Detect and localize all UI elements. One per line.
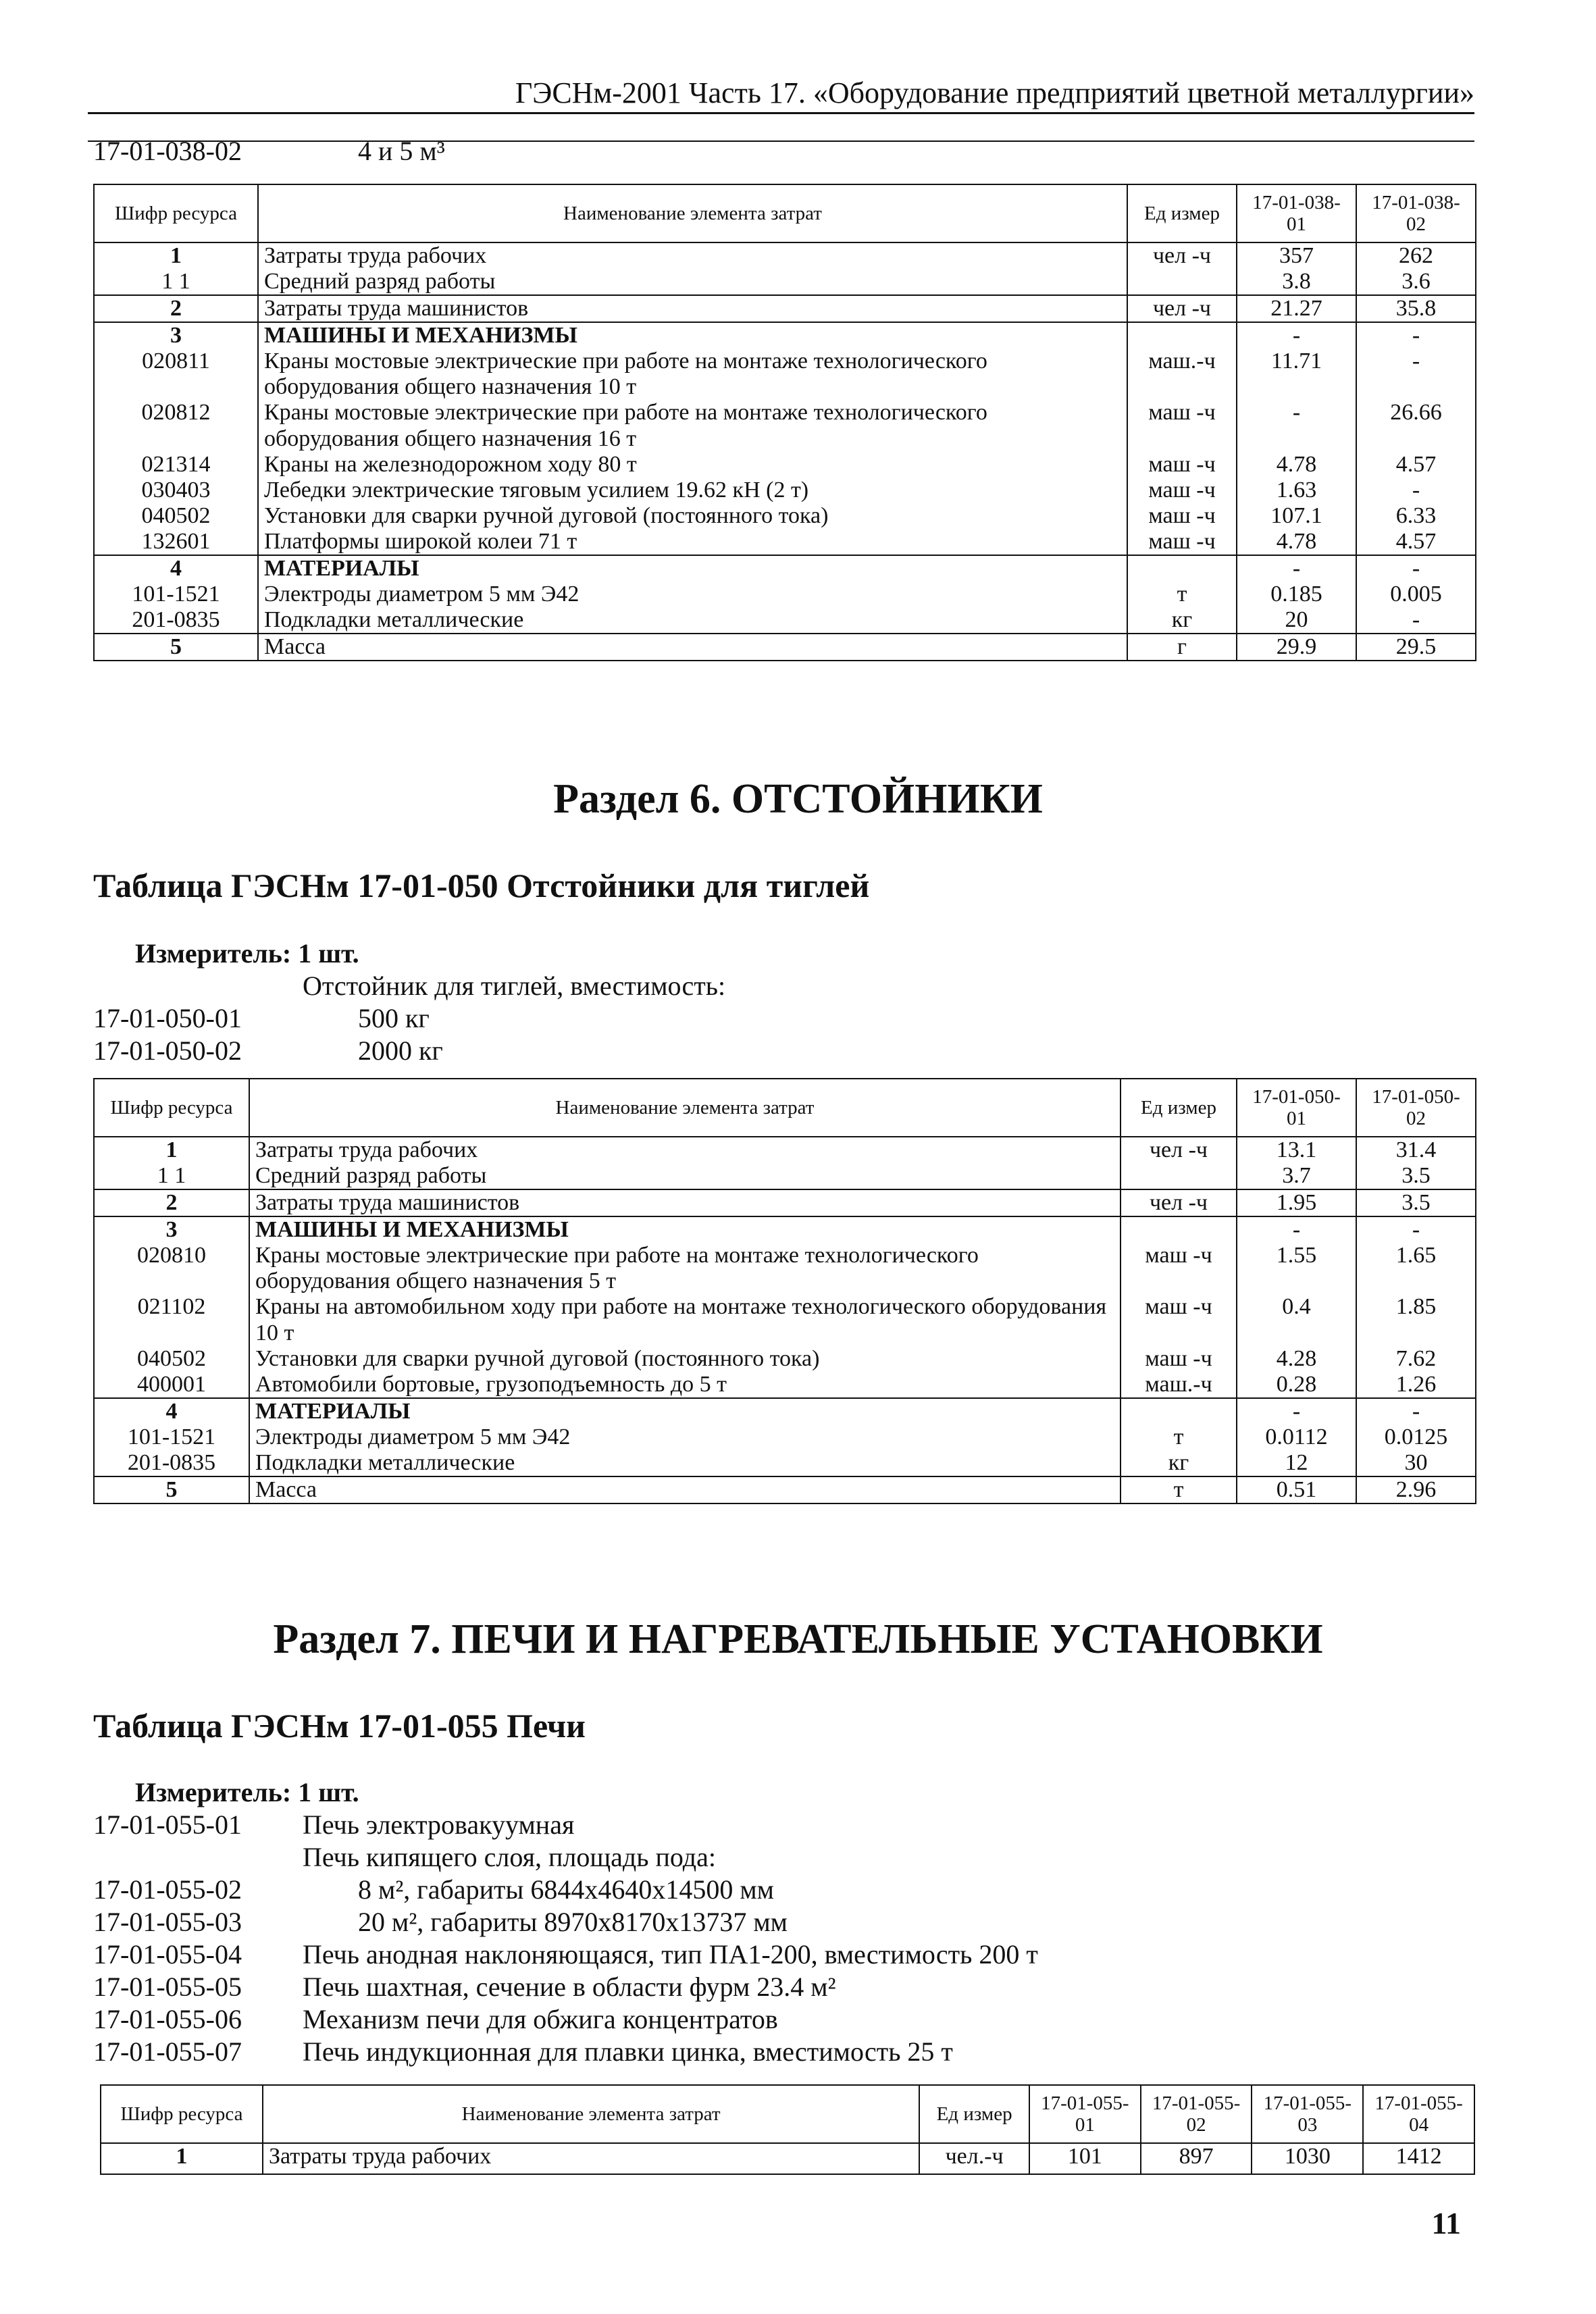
column-header-code: 17-01-055-03 — [1252, 2085, 1363, 2143]
unit-cell — [1127, 322, 1237, 349]
table-body — [94, 242, 1476, 661]
value-cell: 30 — [1356, 1450, 1476, 1476]
cost-element-name: Краны мостовые электрические при работе на монтаже технологического оборудования общего назначения 16 т — [258, 400, 1127, 451]
unit-cell — [1127, 269, 1237, 295]
variant-code: 17-01-038-02 — [93, 136, 242, 166]
table-row — [94, 503, 1476, 529]
variant-text: 8 м², габариты 6844х4640х14500 мм — [358, 1874, 774, 1905]
value-cell: - — [1356, 555, 1476, 582]
resource-code: 1 1 — [94, 1163, 249, 1189]
value-cell: - — [1237, 1216, 1356, 1243]
resource-code: 400001 — [94, 1372, 249, 1398]
meter-label: Измеритель: — [135, 1777, 292, 1807]
table-row — [94, 1243, 1476, 1294]
resource-code: 5 — [94, 1476, 249, 1503]
value-cell: 13.1 — [1237, 1137, 1356, 1163]
cost-element-name: МАШИНЫ И МЕХАНИЗМЫ — [258, 322, 1127, 349]
variant-text: 20 м², габариты 8970х8170х13737 мм — [358, 1907, 788, 1937]
value-cell: - — [1356, 478, 1476, 503]
cost-element-name: Электроды диаметром 5 мм Э42 — [258, 582, 1127, 607]
unit-cell: чел -ч — [1127, 295, 1237, 322]
cost-element-name: Масса — [258, 634, 1127, 661]
unit-cell: чел -ч — [1121, 1189, 1237, 1216]
column-header-resource: Шифр ресурса — [94, 184, 258, 242]
value-cell: 0.0125 — [1356, 1424, 1476, 1450]
table-row — [94, 1294, 1476, 1345]
cost-element-name: Затраты труда рабочих — [258, 242, 1127, 269]
table-row — [94, 1476, 1476, 1503]
cost-element-name: Подкладки металлические — [249, 1450, 1121, 1476]
value-cell: - — [1356, 322, 1476, 349]
value-cell: 1.65 — [1356, 1243, 1476, 1294]
cost-element-name: Затраты труда рабочих — [263, 2143, 919, 2174]
value-cell: 1030 — [1252, 2143, 1363, 2174]
unit-cell: г — [1127, 634, 1237, 661]
resource-code: 132601 — [94, 529, 258, 555]
value-cell: 1.85 — [1356, 1294, 1476, 1345]
resource-code: 021314 — [94, 452, 258, 478]
variant-code: 17-01-050-01 — [93, 1003, 242, 1033]
unit-cell: чел.-ч — [919, 2143, 1029, 2174]
unit-cell: маш -ч — [1121, 1243, 1237, 1294]
value-cell: 4.57 — [1356, 452, 1476, 478]
unit-cell: чел -ч — [1127, 242, 1237, 269]
variant-code: 17-01-055-07 — [93, 2036, 242, 2067]
unit-cell: кг — [1121, 1450, 1237, 1476]
cost-element-name: Электроды диаметром 5 мм Э42 — [249, 1424, 1121, 1450]
column-header-unit: Ед измер — [1121, 1079, 1237, 1137]
cost-element-name: Подкладки металлические — [258, 607, 1127, 634]
column-header-name: Наименование элемента затрат — [258, 184, 1127, 242]
unit-cell — [1121, 1398, 1237, 1424]
cost-element-name: Краны мостовые электрические при работе на монтаже технологического оборудования общего назначения 5 т — [249, 1243, 1121, 1294]
value-cell: 1412 — [1363, 2143, 1474, 2174]
resource-code: 5 — [94, 634, 258, 661]
meter-label: Измеритель: — [135, 938, 292, 969]
resource-code: 021102 — [94, 1294, 249, 1345]
value-cell: 12 — [1237, 1450, 1356, 1476]
cost-element-name: Краны на железнодорожном ходу 80 т — [258, 452, 1127, 478]
cost-element-name: Лебедки электрические тяговым усилием 19.62 кН (2 т) — [258, 478, 1127, 503]
resource-table-055 — [100, 2084, 1475, 2175]
value-cell: 29.9 — [1237, 634, 1356, 661]
value-cell: 21.27 — [1237, 295, 1356, 322]
cost-element-name: Платформы широкой колеи 71 т — [258, 529, 1127, 555]
table-title-050: Таблица ГЭСНм 17-01-050 Отстойники для тиглей — [93, 867, 870, 904]
value-cell: 3.5 — [1356, 1189, 1476, 1216]
value-cell: 6.33 — [1356, 503, 1476, 529]
value-cell: 1.95 — [1237, 1189, 1356, 1216]
resource-code: 2 — [94, 295, 258, 322]
value-cell: - — [1237, 555, 1356, 582]
resource-code: 040502 — [94, 1346, 249, 1372]
table-row — [94, 269, 1476, 295]
value-cell: - — [1237, 322, 1356, 349]
table-row — [94, 1424, 1476, 1450]
value-cell: 4.57 — [1356, 529, 1476, 555]
unit-cell: маш -ч — [1121, 1294, 1237, 1345]
unit-cell: маш -ч — [1121, 1346, 1237, 1372]
running-header: ГЭСНм-2001 Часть 17. «Оборудование предприятий цветной металлургии» — [515, 76, 1474, 109]
meter-value: 1 шт. — [298, 1777, 359, 1807]
variant-code: 17-01-055-06 — [93, 2004, 242, 2034]
column-header-code: 17-01-055-01 — [1029, 2085, 1141, 2143]
variant-text: Механизм печи для обжига концентратов — [303, 2004, 778, 2034]
value-cell: - — [1356, 1398, 1476, 1424]
table-row — [94, 242, 1476, 269]
table-row — [94, 1216, 1476, 1243]
unit-cell: маш -ч — [1127, 503, 1237, 529]
cost-element-name: Краны мостовые электрические при работе на монтаже технологического оборудования общего назначения 10 т — [258, 349, 1127, 400]
variant-code: 17-01-055-01 — [93, 1809, 242, 1840]
resource-code: 201-0835 — [94, 1450, 249, 1476]
value-cell: 20 — [1237, 607, 1356, 634]
unit-cell: маш -ч — [1127, 400, 1237, 451]
column-header-code: 17-01-055-04 — [1363, 2085, 1474, 2143]
unit-cell: т — [1121, 1424, 1237, 1450]
resource-code: 101-1521 — [94, 1424, 249, 1450]
column-header-resource: Шифр ресурса — [94, 1079, 249, 1137]
variant-text: 2000 кг — [358, 1035, 443, 1066]
table-row — [101, 2143, 1474, 2174]
resource-code: 101-1521 — [94, 582, 258, 607]
unit-cell: маш -ч — [1127, 529, 1237, 555]
meter-value: 1 шт. — [298, 938, 359, 969]
cost-element-name: Краны на автомобильном ходу при работе на монтаже технологического оборудования 10 т — [249, 1294, 1121, 1345]
resource-code: 020812 — [94, 400, 258, 451]
variant-text: 4 и 5 м³ — [358, 136, 445, 166]
cost-element-name: Затраты труда рабочих — [249, 1137, 1121, 1163]
variant-text: 500 кг — [358, 1003, 430, 1033]
table-row — [94, 349, 1476, 400]
value-cell: 35.8 — [1356, 295, 1476, 322]
value-cell: 0.005 — [1356, 582, 1476, 607]
table-row — [94, 1372, 1476, 1398]
cost-element-name: Установки для сварки ручной дуговой (постоянного тока) — [249, 1346, 1121, 1372]
value-cell: 4.28 — [1237, 1346, 1356, 1372]
value-cell: - — [1356, 349, 1476, 400]
resource-code: 020811 — [94, 349, 258, 400]
table-row — [94, 295, 1476, 322]
value-cell: 357 — [1237, 242, 1356, 269]
table-row — [94, 1398, 1476, 1424]
unit-cell — [1121, 1216, 1237, 1243]
unit-cell: т — [1121, 1476, 1237, 1503]
cost-element-name: Средний разряд работы — [249, 1163, 1121, 1189]
variant-text: Печь шахтная, сечение в области фурм 23.4 м² — [303, 1972, 836, 2002]
resource-code: 1 — [94, 242, 258, 269]
value-cell: - — [1237, 1398, 1356, 1424]
value-cell: 3.8 — [1237, 269, 1356, 295]
cost-element-name: Автомобили бортовые, грузоподъемность до 5 т — [249, 1372, 1121, 1398]
value-cell: - — [1356, 1216, 1476, 1243]
value-cell: 26.66 — [1356, 400, 1476, 451]
value-cell: - — [1356, 607, 1476, 634]
value-cell: 0.185 — [1237, 582, 1356, 607]
section-7-heading: Раздел 7. ПЕЧИ И НАГРЕВАТЕЛЬНЫЕ УСТАНОВКИ — [273, 1616, 1323, 1662]
cost-element-name: МАТЕРИАЛЫ — [258, 555, 1127, 582]
column-header-code: 17-01-055-02 — [1141, 2085, 1252, 2143]
resource-table-038 — [93, 184, 1476, 661]
header-rule — [88, 112, 1474, 114]
table-row — [94, 1346, 1476, 1372]
unit-cell: т — [1127, 582, 1237, 607]
unit-cell — [1121, 1163, 1237, 1189]
resource-code: 1 1 — [94, 269, 258, 295]
column-header-name: Наименование элемента затрат — [263, 2085, 919, 2143]
table-row — [94, 452, 1476, 478]
unit-cell: кг — [1127, 607, 1237, 634]
unit-cell — [1127, 555, 1237, 582]
resource-code: 1 — [94, 1137, 249, 1163]
table-row — [94, 634, 1476, 661]
value-cell: 0.28 — [1237, 1372, 1356, 1398]
value-cell: 262 — [1356, 242, 1476, 269]
meter-line — [135, 1776, 359, 1808]
page-number: 11 — [1431, 2206, 1461, 2240]
value-cell: 2.96 — [1356, 1476, 1476, 1503]
variant-text: Печь анодная наклоняющаяся, тип ПА1-200, вместимость 200 т — [303, 1939, 1038, 1970]
column-header-name: Наименование элемента затрат — [249, 1079, 1121, 1137]
resource-code: 1 — [101, 2143, 263, 2174]
value-cell: 897 — [1141, 2143, 1252, 2174]
value-cell: 4.78 — [1237, 452, 1356, 478]
resource-code: 2 — [94, 1189, 249, 1216]
table-row — [94, 478, 1476, 503]
value-cell: 29.5 — [1356, 634, 1476, 661]
value-cell: 4.78 — [1237, 529, 1356, 555]
value-cell: 11.71 — [1237, 349, 1356, 400]
resource-code: 3 — [94, 322, 258, 349]
section-6-heading: Раздел 6. ОТСТОЙНИКИ — [553, 776, 1043, 822]
cost-element-name: Затраты труда машинистов — [258, 295, 1127, 322]
unit-cell: маш.-ч — [1121, 1372, 1237, 1398]
table-row — [94, 1137, 1476, 1163]
cost-element-name: МАТЕРИАЛЫ — [249, 1398, 1121, 1424]
unit-cell: маш -ч — [1127, 452, 1237, 478]
value-cell: 31.4 — [1356, 1137, 1476, 1163]
resource-code: 030403 — [94, 478, 258, 503]
value-cell: 3.7 — [1237, 1163, 1356, 1189]
unit-cell: маш.-ч — [1127, 349, 1237, 400]
value-cell: 1.26 — [1356, 1372, 1476, 1398]
value-cell: 0.4 — [1237, 1294, 1356, 1345]
value-cell: 0.0112 — [1237, 1424, 1356, 1450]
table-description: Отстойник для тиглей, вместимость: — [303, 971, 726, 1001]
resource-code: 020810 — [94, 1243, 249, 1294]
column-header-code: 17-01-038-02 — [1356, 184, 1476, 242]
resource-code: 4 — [94, 1398, 249, 1424]
variant-code: 17-01-055-04 — [93, 1939, 242, 1970]
column-header-code: 17-01-050-01 — [1237, 1079, 1356, 1137]
variant-code: 17-01-055-05 — [93, 1972, 242, 2002]
value-cell: 1.55 — [1237, 1243, 1356, 1294]
unit-cell: маш -ч — [1127, 478, 1237, 503]
header-rule-thin — [88, 140, 1474, 142]
value-cell: 1.63 — [1237, 478, 1356, 503]
column-header-resource: Шифр ресурса — [101, 2085, 263, 2143]
table-row — [94, 529, 1476, 555]
meter-line — [135, 937, 359, 969]
variant-text: Печь индукционная для плавки цинка, вместимость 25 т — [303, 2036, 953, 2067]
unit-cell: чел -ч — [1121, 1137, 1237, 1163]
value-cell: 101 — [1029, 2143, 1141, 2174]
column-header-unit: Ед измер — [1127, 184, 1237, 242]
variant-text: Печь электровакуумная — [303, 1809, 575, 1840]
table-row — [94, 322, 1476, 349]
value-cell: - — [1237, 400, 1356, 451]
value-cell: 107.1 — [1237, 503, 1356, 529]
variant-code: 17-01-055-02 — [93, 1874, 242, 1905]
table-row — [94, 400, 1476, 451]
table-row — [94, 555, 1476, 582]
cost-element-name: Затраты труда машинистов — [249, 1189, 1121, 1216]
cost-element-name: МАШИНЫ И МЕХАНИЗМЫ — [249, 1216, 1121, 1243]
value-cell: 0.51 — [1237, 1476, 1356, 1503]
table-row — [94, 582, 1476, 607]
cost-element-name: Масса — [249, 1476, 1121, 1503]
resource-code: 3 — [94, 1216, 249, 1243]
table-row — [94, 1450, 1476, 1476]
cost-element-name: Установки для сварки ручной дуговой (постоянного тока) — [258, 503, 1127, 529]
value-cell: 7.62 — [1356, 1346, 1476, 1372]
table-row — [94, 1163, 1476, 1189]
resource-code: 4 — [94, 555, 258, 582]
column-header-unit: Ед измер — [919, 2085, 1029, 2143]
value-cell: 3.6 — [1356, 269, 1476, 295]
table-title-055: Таблица ГЭСНм 17-01-055 Печи — [93, 1707, 586, 1745]
variant-code: 17-01-050-02 — [93, 1035, 242, 1066]
table-row — [94, 607, 1476, 634]
resource-table-050 — [93, 1078, 1476, 1504]
value-cell: 3.5 — [1356, 1163, 1476, 1189]
cost-element-name: Средний разряд работы — [258, 269, 1127, 295]
variant-code: 17-01-055-03 — [93, 1907, 242, 1937]
resource-code: 201-0835 — [94, 607, 258, 634]
variant-text: Печь кипящего слоя, площадь пода: — [303, 1842, 716, 1872]
column-header-code: 17-01-038-01 — [1237, 184, 1356, 242]
table-body — [94, 1137, 1476, 1503]
column-header-code: 17-01-050-02 — [1356, 1079, 1476, 1137]
resource-code: 040502 — [94, 503, 258, 529]
table-row — [94, 1189, 1476, 1216]
